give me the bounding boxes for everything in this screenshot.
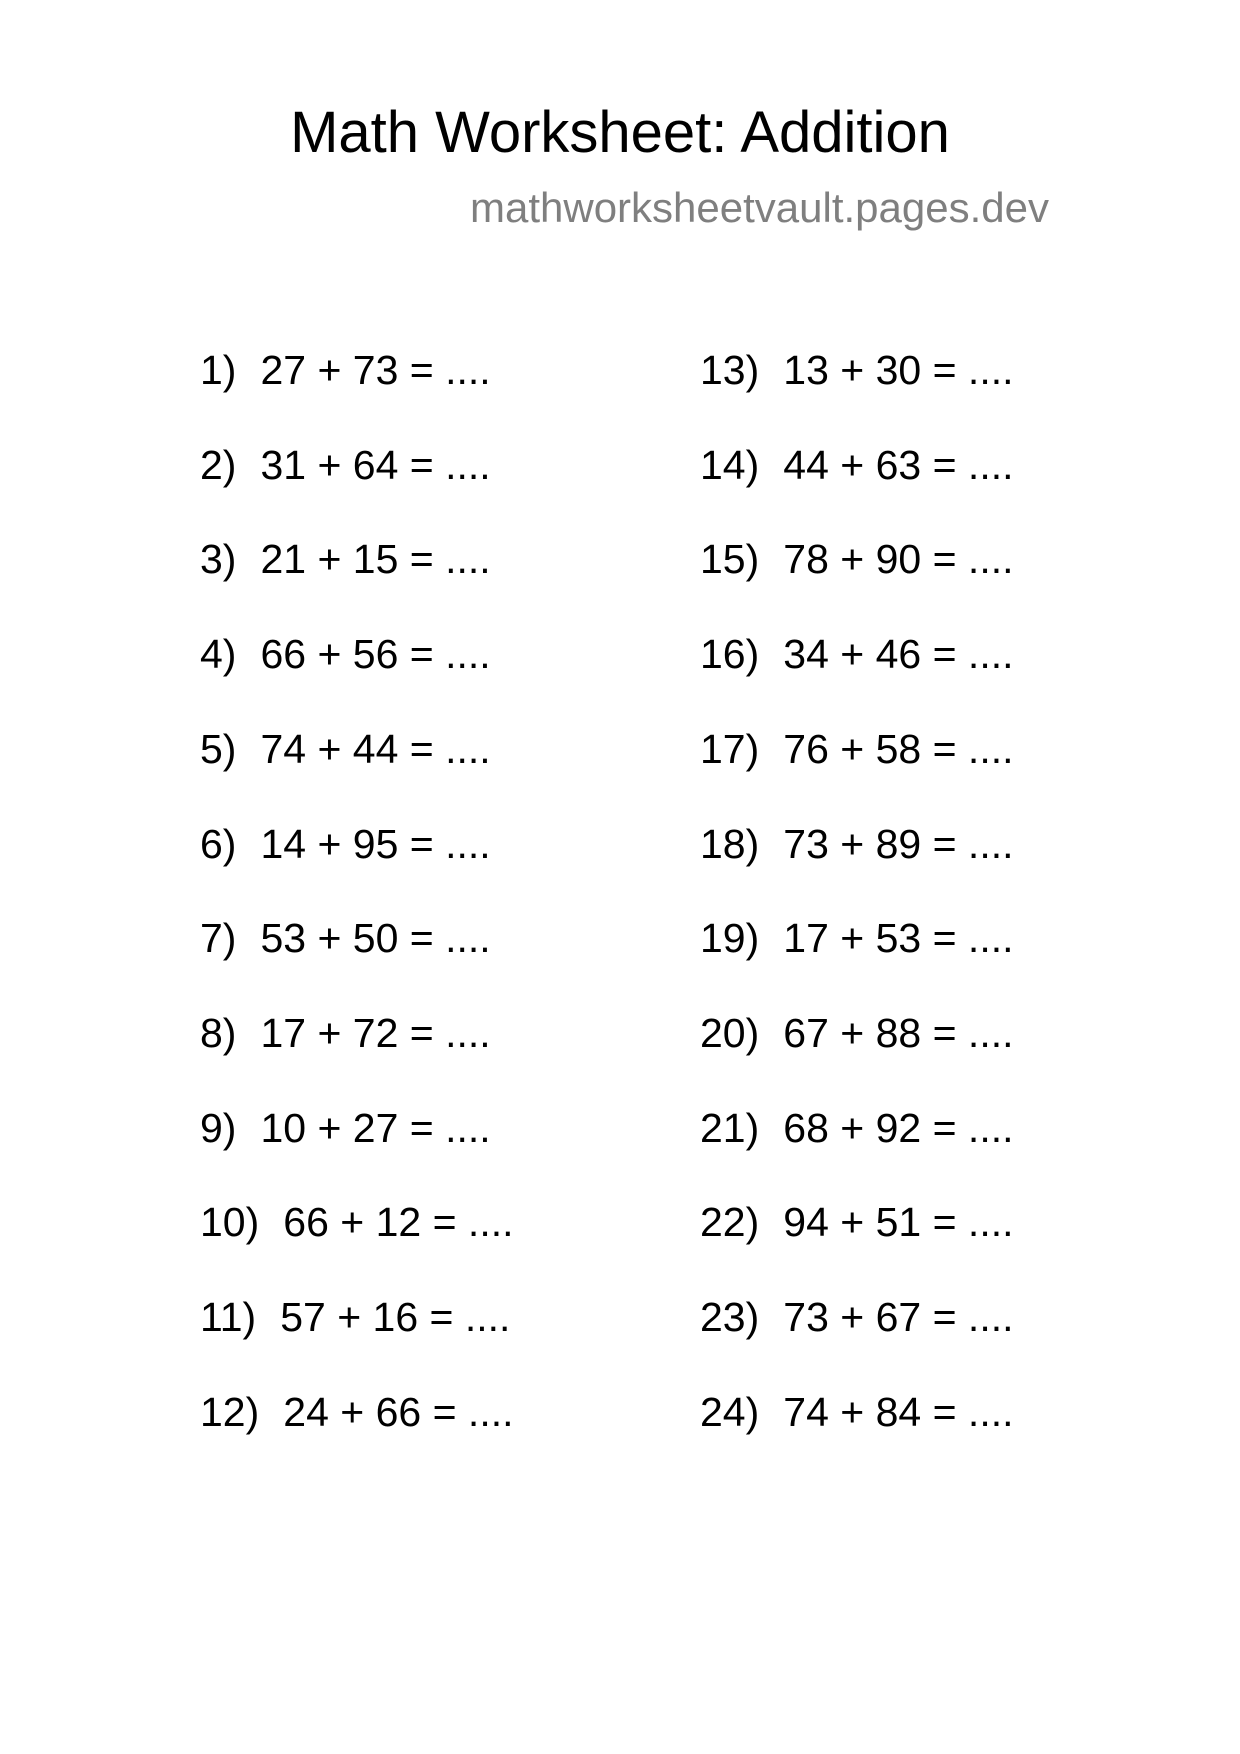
problem-item: [200, 1197, 514, 1247]
problem-number: 13): [700, 347, 760, 393]
problem-number: 5): [200, 725, 237, 772]
problem-expression: 34 + 46 = ....: [783, 631, 1014, 678]
problem-item: [200, 345, 491, 395]
problem-number: 7): [200, 915, 237, 962]
problem-number: 18): [700, 820, 760, 867]
problem-item: [700, 1387, 1014, 1437]
problem-expression: 24 + 66 = ....: [283, 1388, 514, 1435]
problem-expression: 10 + 27 = ....: [260, 1104, 491, 1151]
problem-number: 6): [200, 820, 237, 867]
problem-expression: 78 + 90 = ....: [783, 536, 1014, 583]
problem-item: [200, 629, 491, 679]
problem-expression: 73 + 89 = ....: [783, 820, 1014, 867]
problem-expression: 66 + 56 = ....: [260, 631, 491, 678]
problem-number: 11): [200, 1294, 257, 1340]
problem-number: 9): [200, 1104, 237, 1151]
problem-expression: 21 + 15 = ....: [260, 536, 491, 583]
problem-expression: 66 + 12 = ....: [283, 1199, 514, 1246]
problem-number: 1): [200, 347, 237, 393]
problem-expression: 94 + 51 = ....: [783, 1199, 1014, 1246]
problem-item: [200, 534, 491, 584]
problem-number: 2): [200, 441, 237, 488]
problem-item: [700, 1103, 1014, 1153]
problem-expression: 53 + 50 = ....: [260, 915, 491, 962]
problem-item: [200, 1292, 510, 1342]
problem-item: [700, 1292, 1014, 1342]
problem-item: [700, 913, 1014, 963]
problem-item: [200, 819, 491, 869]
problem-expression: 13 + 30 = ....: [783, 347, 1014, 393]
problem-number: 17): [700, 725, 760, 772]
problem-expression: 68 + 92 = ....: [783, 1104, 1014, 1151]
problem-expression: 17 + 53 = ....: [783, 915, 1014, 962]
problem-number: 10): [200, 1199, 260, 1246]
problem-number: 20): [700, 1009, 760, 1056]
worksheet-title: Math Worksheet: Addition: [290, 100, 950, 165]
problem-item: [700, 629, 1014, 679]
problem-number: 21): [700, 1104, 760, 1151]
problem-item: [200, 1103, 491, 1153]
problem-expression: 74 + 84 = ....: [783, 1388, 1014, 1435]
problem-number: 16): [700, 631, 760, 678]
problem-item: [200, 913, 491, 963]
problem-expression: 74 + 44 = ....: [260, 725, 491, 772]
problem-item: [200, 724, 491, 774]
problem-item: [200, 1008, 491, 1058]
problem-item: [700, 534, 1014, 584]
problem-item: [200, 1387, 514, 1437]
problem-expression: 57 + 16 = ....: [280, 1294, 511, 1340]
problem-item: [200, 440, 491, 490]
worksheet-source: mathworksheetvault.pages.dev: [470, 184, 1049, 231]
problem-expression: 14 + 95 = ....: [260, 820, 491, 867]
problem-item: [700, 1197, 1014, 1247]
problem-number: 19): [700, 915, 760, 962]
problem-number: 14): [700, 441, 760, 488]
problem-number: 12): [200, 1388, 260, 1435]
problem-number: 23): [700, 1294, 760, 1340]
problem-number: 8): [200, 1009, 237, 1056]
problem-number: 22): [700, 1199, 760, 1246]
problem-number: 3): [200, 536, 237, 583]
problem-expression: 17 + 72 = ....: [260, 1009, 491, 1056]
problem-expression: 73 + 67 = ....: [783, 1294, 1014, 1340]
problem-number: 4): [200, 631, 237, 678]
problem-expression: 76 + 58 = ....: [783, 725, 1014, 772]
problem-item: [700, 724, 1014, 774]
problem-number: 15): [700, 536, 760, 583]
problem-number: 24): [700, 1388, 760, 1435]
problem-expression: 31 + 64 = ....: [260, 441, 491, 488]
problem-item: [700, 1008, 1014, 1058]
problem-item: [700, 345, 1014, 395]
problem-expression: 67 + 88 = ....: [783, 1009, 1014, 1056]
problem-expression: 44 + 63 = ....: [783, 441, 1014, 488]
problem-expression: 27 + 73 = ....: [260, 347, 491, 393]
problem-item: [700, 440, 1014, 490]
problem-item: [700, 819, 1014, 869]
